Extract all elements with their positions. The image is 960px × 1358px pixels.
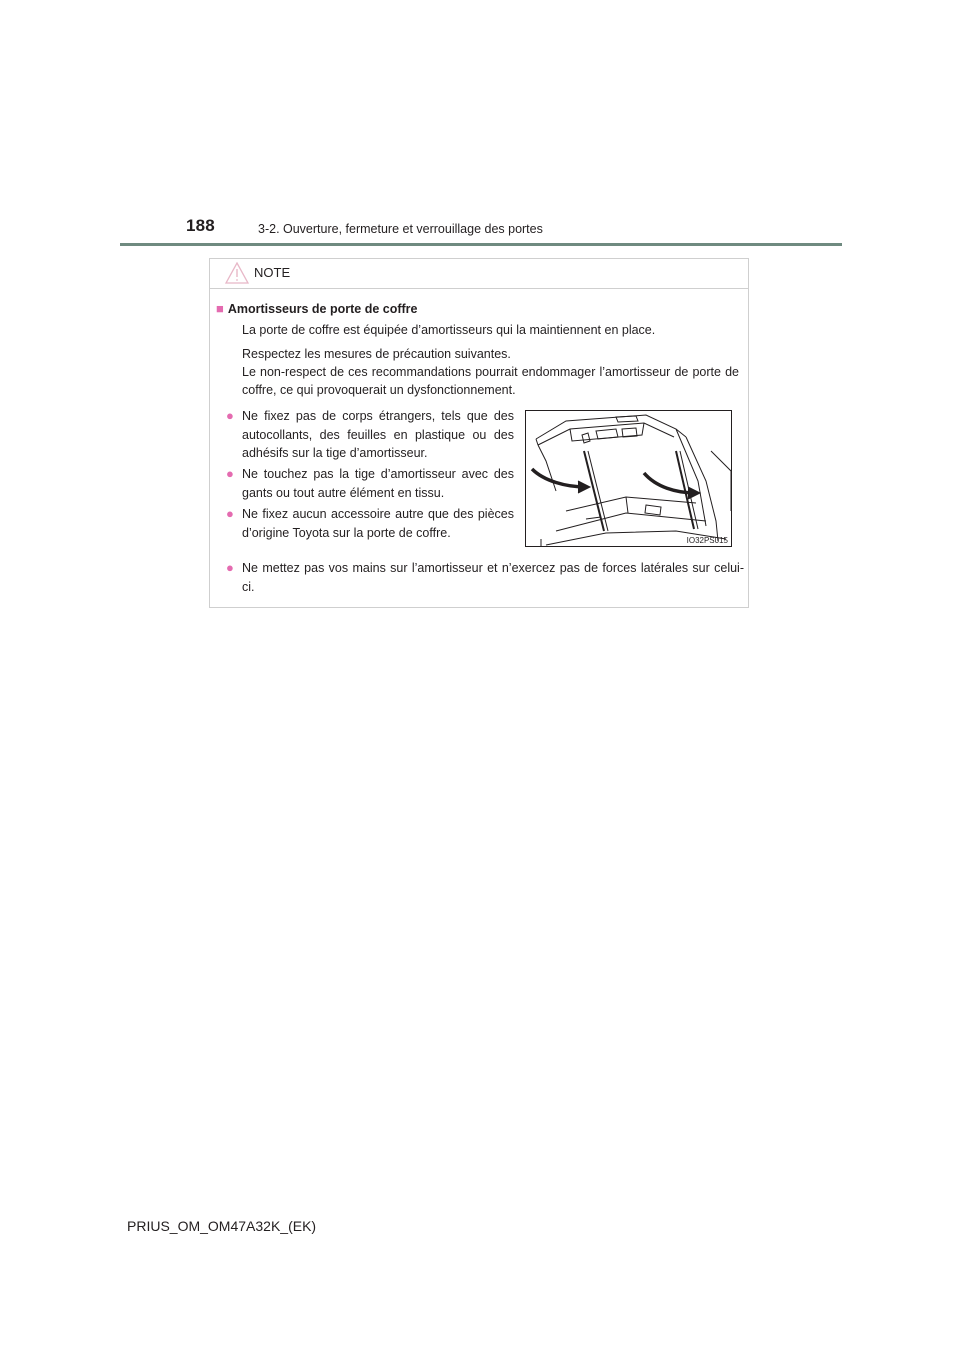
pink-circle-bullet-icon: ● <box>226 560 234 575</box>
paragraph-3: Le non-respect de ces recommandations pourrait endommager l’amortisseur de porte de coffre, ce qui provoquerait un dysfonctionnement. <box>242 365 739 397</box>
paragraph-1: La porte de coffre est équipée d’amortisseurs qui la maintiennent en place. <box>242 323 656 337</box>
bullet-item <box>226 559 744 596</box>
note-header <box>210 259 748 289</box>
pink-square-icon: ■ <box>216 301 224 316</box>
sub-heading <box>216 301 418 316</box>
paragraph-2: Respectez les mesures de précaution suivantes. <box>242 347 511 361</box>
document-code-footer: PRIUS_OM_OM47A32K_(EK) <box>127 1218 317 1234</box>
illustration-code: IO32PS015 <box>686 536 728 545</box>
sub-heading-text: Amortisseurs de porte de coffre <box>227 302 418 316</box>
pink-circle-bullet-icon: ● <box>226 506 234 521</box>
bullet-item <box>226 407 514 463</box>
page-number: 188 <box>186 216 215 235</box>
bullet-item <box>226 505 514 542</box>
pink-circle-bullet-icon: ● <box>226 408 234 423</box>
tailgate-drawing <box>526 411 732 547</box>
header-rule <box>120 243 842 246</box>
tailgate-damper-illustration <box>525 410 732 547</box>
section-title: 3-2. Ouverture, fermeture et verrouillage des portes <box>258 222 543 236</box>
bullet-text: Ne fixez pas de corps étrangers, tels que des autocollants, des feuilles en plastique ou des adhésifs sur la tige d’amortisseur. <box>242 409 514 460</box>
warning-triangle-icon <box>225 262 249 284</box>
note-label: NOTE <box>254 265 291 280</box>
bullet-text: Ne mettez pas vos mains sur l’amortisseur et n’exercez pas de forces latérales sur celui-ci. <box>242 561 744 594</box>
note-box <box>209 258 749 608</box>
pink-circle-bullet-icon: ● <box>226 466 234 481</box>
bullet-text: Ne touchez pas la tige d’amortisseur avec des gants ou tout autre élément en tissu. <box>242 467 514 500</box>
bullet-item <box>226 465 514 502</box>
bullet-text: Ne fixez aucun accessoire autre que des pièces d’origine Toyota sur la porte de coffre. <box>242 507 514 540</box>
